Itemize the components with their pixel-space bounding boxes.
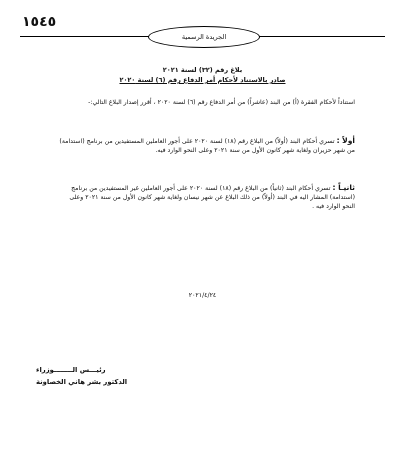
document-subtitle: صادر بالاستناد لأحكام أمر الدفاع رقم (٦) لسنة ٢٠٢٠ xyxy=(119,76,286,84)
gazette-label: الجريدة الرسمية xyxy=(148,26,260,48)
page-number: ١٥٤٥ xyxy=(22,14,57,30)
issue-date: ٢٠٢١/٤/٢٤ xyxy=(188,292,217,299)
clause-first-lead: أولاً : xyxy=(336,136,355,145)
signature-title: رئيـــس الــــــــوزراء xyxy=(36,366,106,374)
document-title: بلاغ رقم (٣٢) لسنة ٢٠٢١ xyxy=(162,66,243,74)
signature-name: الدكتور بشر هاني الخصاونة xyxy=(36,378,128,386)
clause-second xyxy=(56,183,355,211)
clause-second-text: تسري أحكام البند (ثانياً) من البلاغ رقم (١٨) لسنة ٢٠٢٠ على أجور العاملين غير المستفيدين من برنامج (استدامة) المشار اليه في البند (أولاً) من ذلك البلاغ عن شهر نيسان ولغاية شهر كانون الأول من سنة ٢٠٢١ وعلى النحو الوارد فيه . xyxy=(69,185,355,210)
clause-first xyxy=(56,136,355,155)
intro-paragraph: استناداً لأحكام الفقرة (أ) من البند (عاشراً) من أمر الدفاع رقم (٦) لسنة ٢٠٢٠ ، أقرر إصدار البلاغ التالي:- xyxy=(88,99,355,106)
clause-second-lead: ثانيـاً : xyxy=(332,183,355,192)
clause-first-text: تسري أحكام البند (أولاً) من البلاغ رقم (١٨) لسنة ٢٠٢٠ على أجور العاملين المستفيدين من برنامج (استدامة) من شهر حزيران ولغاية شهر كانون الأول من سنة ٢٠٢١ وعلى النحو الوارد فيه. xyxy=(59,138,355,154)
